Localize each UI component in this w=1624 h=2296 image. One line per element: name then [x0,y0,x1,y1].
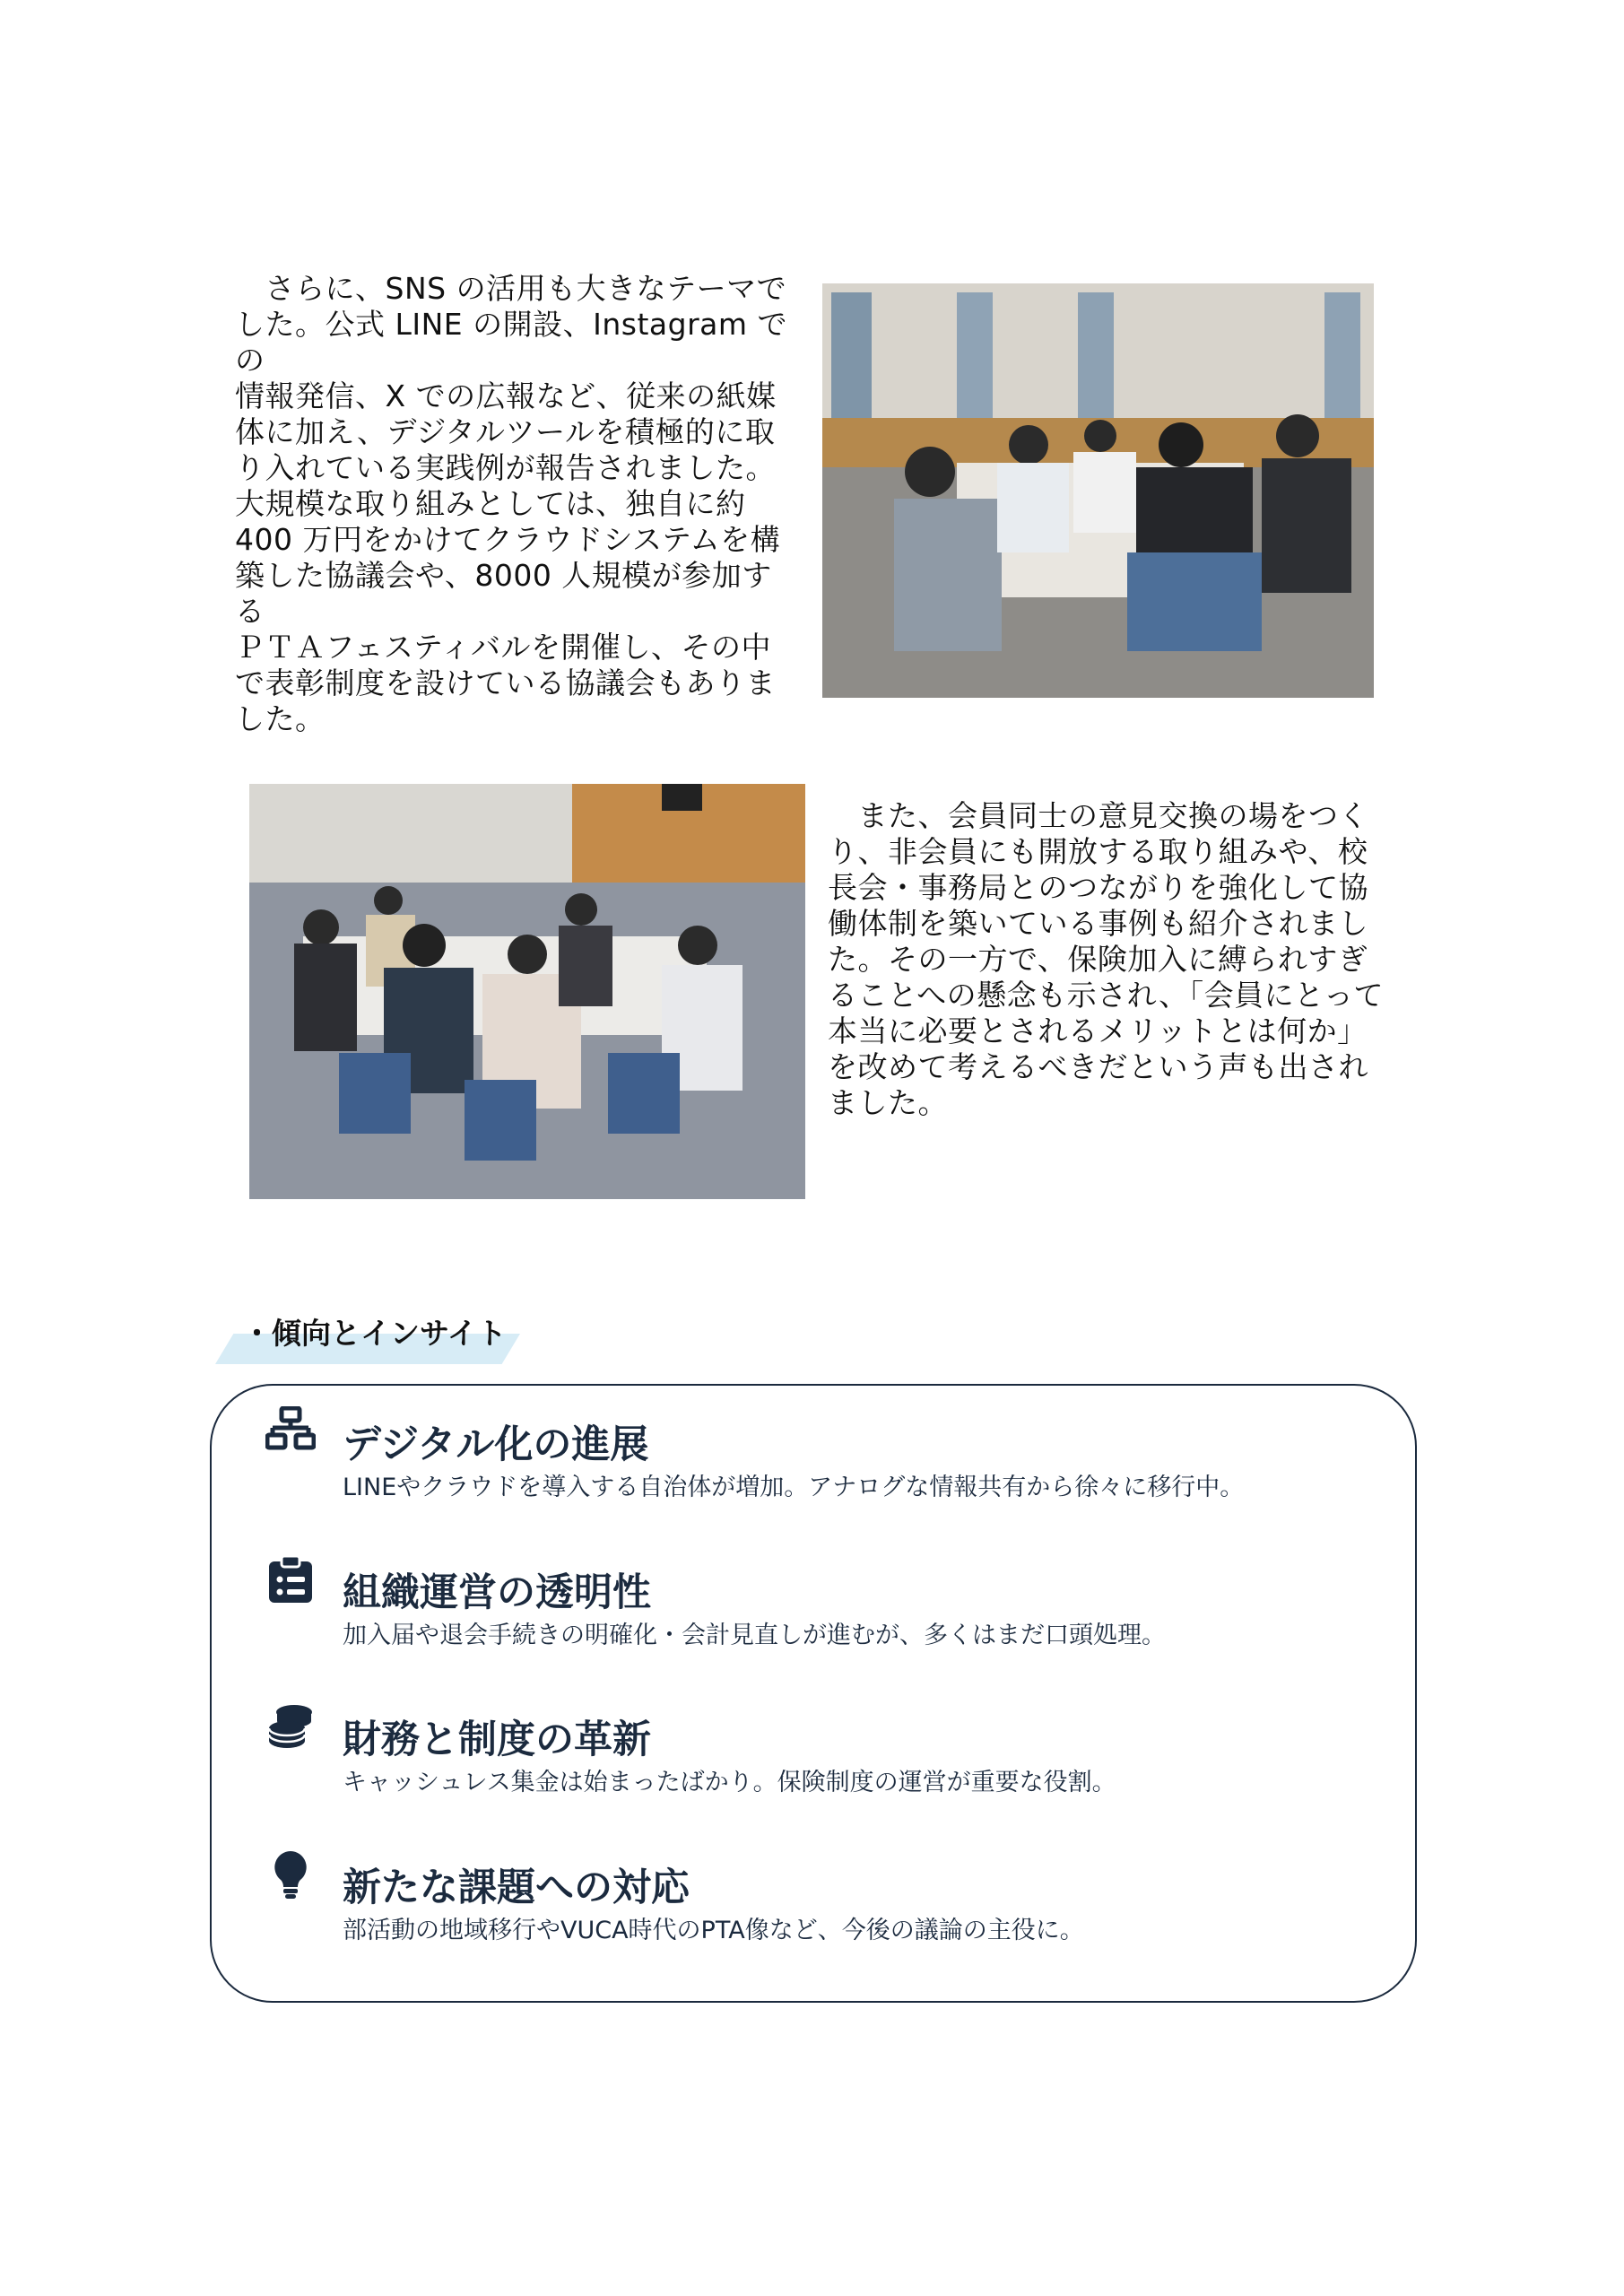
clipboard-icon [265,1554,316,1605]
insight-description: 部活動の地域移行やVUCA時代のPTA像など、今後の議論の主役に。 [343,1917,1084,1944]
meeting-photo-1 [822,283,1374,698]
insight-box [210,1384,1417,2003]
coins-icon [265,1701,316,1752]
meeting-photo-2 [249,784,805,1199]
exchange-paragraph: また、会員同士の意見交換の場をつく り、非会員にも開放する取り組みや、校 長会・事務局とのつながりを強化して協 働体制を築いている事例も紹介されまし た。その一方で、保険加入に縛られすぎ ることへの懸念も示され、「会員にとって 本当に必要とされるメリットとは何か」 を改めて考えるべきだという声も出され ました。 [828,798,1384,1120]
insight-title: デジタル化の進展 [343,1422,649,1467]
insight-title: 財務と制度の革新 [343,1718,651,1762]
lightbulb-icon [265,1849,316,1900]
insight-title: 新たな課題への対応 [343,1866,690,1910]
network-icon [265,1406,316,1457]
insight-description: LINEやクラウドを導入する自治体が増加。アナログな情報共有から徐々に移行中。 [343,1474,1245,1501]
insight-description: 加入届や退会手続きの明確化・会計見直しが進むが、多くはまだ口頭処理。 [343,1622,1166,1649]
section-heading-text: ・傾向とインサイト [242,1316,507,1351]
section-heading [215,1314,525,1364]
insight-description: キャッシュレス集金は始まったばかり。保険制度の運営が重要な役割。 [343,1769,1116,1796]
sns-paragraph: さらに、SNS の活用も大きなテーマで した。公式 LINE の開設、Instagram での 情報発信、X での広報など、従来の紙媒 体に加え、デジタルツールを積極的に取 り入れている実践例が報告されました。 大規模な取り組みとしては、独自に約 400 万円をかけてクラウドシステムを構 築した協議会や、8000 人規模が参加する ＰＴＡフェスティバルを開催し、その中 で表彰制度を設けている協議会もありま した。 [235,271,788,736]
insight-title: 組織運営の透明性 [343,1570,651,1615]
